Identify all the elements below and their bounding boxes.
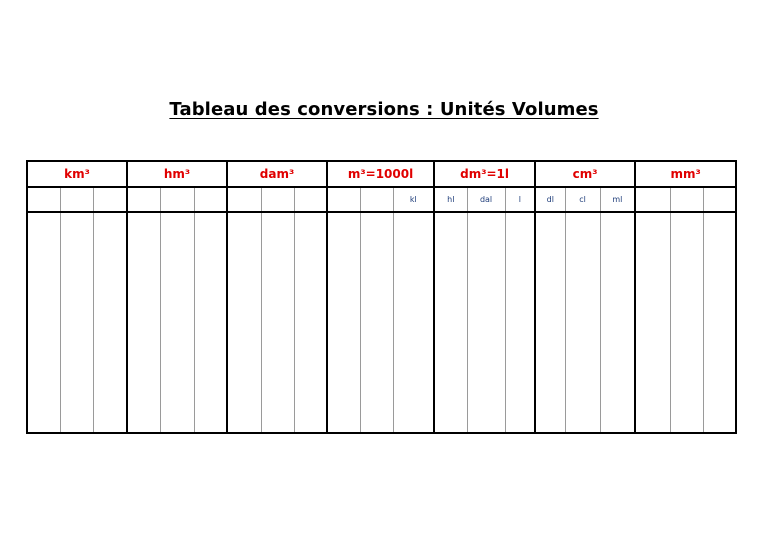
unit-header-row: [27, 161, 736, 187]
unit-header-dam3: dam³: [227, 161, 327, 187]
entry-cell[interactable]: [434, 212, 467, 433]
entry-cell[interactable]: [227, 212, 261, 433]
entry-cell[interactable]: [565, 212, 600, 433]
entry-cell[interactable]: [670, 212, 703, 433]
sub-unit-cell-kl: kl: [393, 187, 434, 212]
entry-cell[interactable]: [127, 212, 160, 433]
sub-unit-cell: [327, 187, 360, 212]
page-title: Tableau des conversions : Unités Volumes: [169, 99, 599, 120]
sub-unit-cell-ml: ml: [600, 187, 635, 212]
sub-unit-cell: [670, 187, 703, 212]
sub-unit-cell-dal: dal: [467, 187, 505, 212]
sub-unit-cell: [160, 187, 194, 212]
entry-cell[interactable]: [635, 212, 670, 433]
sub-unit-cell: [635, 187, 670, 212]
entry-row: [27, 212, 736, 433]
sub-unit-cell: [60, 187, 93, 212]
sub-unit-cell: [703, 187, 736, 212]
entry-cell[interactable]: [393, 212, 434, 433]
sub-unit-cell-dl: dl: [535, 187, 565, 212]
sub-unit-cell: [127, 187, 160, 212]
unit-header-m3: m³=1000l: [327, 161, 434, 187]
entry-cell[interactable]: [467, 212, 505, 433]
sub-unit-cell-cl: cl: [565, 187, 600, 212]
sub-unit-cell-l: l: [505, 187, 535, 212]
unit-header-mm3: mm³: [635, 161, 736, 187]
unit-header-cm3: cm³: [535, 161, 635, 187]
sub-unit-cell: [294, 187, 327, 212]
entry-cell[interactable]: [160, 212, 194, 433]
entry-cell[interactable]: [600, 212, 635, 433]
entry-cell[interactable]: [703, 212, 736, 433]
entry-cell[interactable]: [93, 212, 127, 433]
sub-unit-cell: [27, 187, 60, 212]
entry-cell[interactable]: [194, 212, 227, 433]
sub-unit-cell-hl: hl: [434, 187, 467, 212]
unit-header-hm3: hm³: [127, 161, 227, 187]
entry-cell[interactable]: [27, 212, 60, 433]
entry-cell[interactable]: [535, 212, 565, 433]
entry-cell[interactable]: [505, 212, 535, 433]
unit-header-km3: km³: [27, 161, 127, 187]
sub-unit-cell: [93, 187, 127, 212]
entry-cell[interactable]: [327, 212, 360, 433]
sub-unit-cell: [261, 187, 294, 212]
entry-cell[interactable]: [360, 212, 393, 433]
entry-cell[interactable]: [60, 212, 93, 433]
unit-header-dm3: dm³=1l: [434, 161, 535, 187]
entry-cell[interactable]: [261, 212, 294, 433]
conversion-table: [26, 160, 737, 434]
entry-cell[interactable]: [294, 212, 327, 433]
sub-unit-cell: [194, 187, 227, 212]
sub-unit-cell: [227, 187, 261, 212]
sub-unit-row: [27, 187, 736, 212]
sub-unit-cell: [360, 187, 393, 212]
